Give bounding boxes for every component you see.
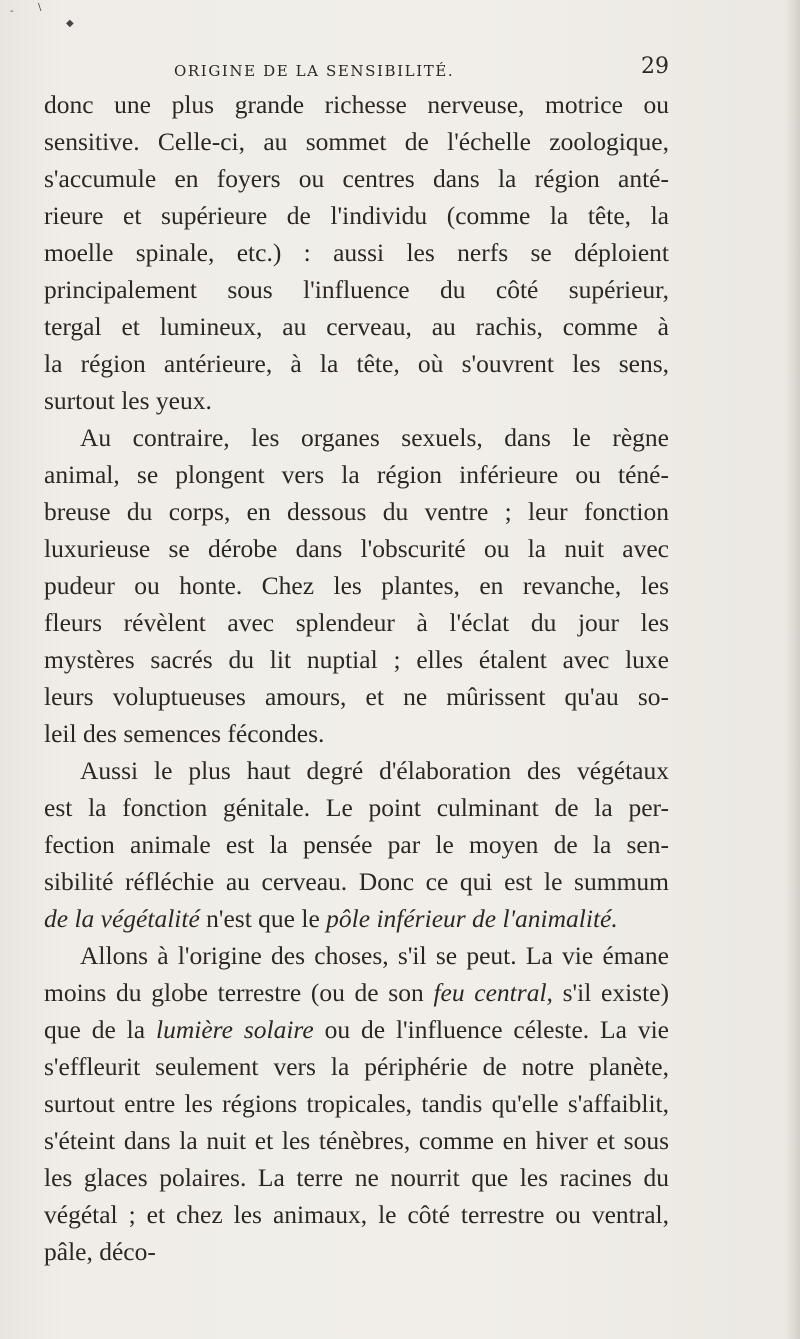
text-line: breuse du corps, en dessous du ventre ; leur fonction [44,497,669,526]
paragraph-3 [44,752,669,937]
text-line: Aussi le plus haut degré d'élaboration des végétaux [80,756,669,785]
text-line [44,900,669,937]
paragraph-1 [44,86,669,419]
text-line: fection animale est la pensée par le moyen de la sen- [44,830,669,859]
text-line: la région antérieure, à la tête, où s'ouvrent les sens, [44,349,669,378]
text-line: luxurieuse se dérobe dans l'obscurité ou la nuit avec [44,534,669,563]
text-run: Allons à l'origine des choses, s'il se peut. La vie émane moins du globe terrestre (ou de son [44,941,669,1007]
page-edge-shadow [786,0,800,1339]
text-line: sensitive. Celle-ci, au sommet de l'échelle zoologique, [44,127,669,156]
paragraph-4 [44,937,669,1270]
text-line: tergal et lumineux, au cerveau, au rachis, comme à [44,312,669,341]
text-line: leil des semences fécondes. [44,719,325,748]
text-line: rieure et supérieure de l'individu (comme la tête, la [44,201,669,230]
text-line: pudeur ou honte. Chez les plantes, en revanche, les [44,571,669,600]
text-line: leurs voluptueuses amours, et ne mûrissent qu'au so- [44,682,669,711]
text-line: animal, se plongent vers la région inférieure ou téné- [44,460,669,489]
italic-phrase: feu central, [433,978,553,1007]
text-line: fleurs révèlent avec splendeur à l'éclat du jour les [44,608,669,637]
text-line: surtout les yeux. [44,386,212,415]
scan-mark: ◆ [66,18,74,29]
scan-mark: - [10,6,14,17]
text-run: n'est que le [199,904,327,933]
text-line: sibilité réfléchie au cerveau. Donc ce qui est le summum [44,867,669,896]
text-line: mystères sacrés du lit nuptial ; elles étalent avec luxe [44,645,669,674]
paragraph-2 [44,419,669,752]
italic-phrase: de la végétalité [44,904,200,933]
page-number: 29 [641,54,669,79]
scan-mark: \ [38,2,42,13]
italic-phrase: lumière solaire [155,1015,314,1044]
text-run: ou de l'influence céleste. La vie s'effleurit seulement vers la périphérie de notre planète, surtout entre les régions tropicales, tandis qu'elle s'affaiblit, s'éteint dans la nuit et les ténèbres, comme en hiver et sous les glaces polaires. La terre ne nourrit que les racines du végétal ; et chez les animaux, le côté terrestre ou ventral, pâle, déco- [44,1015,669,1266]
text-run: s'il existe) que de la [44,978,669,1044]
body-text [44,86,669,1270]
text-line: principalement sous l'influence du côté supérieur, [44,275,669,304]
text-line: s'accumule en foyers ou centres dans la région anté- [44,164,669,193]
text-line: donc une plus grande richesse nerveuse, motrice ou [44,90,669,119]
page-header [44,52,669,88]
text-line: moelle spinale, etc.) : aussi les nerfs se déploient [44,238,669,267]
running-title: ORIGINE DE LA SENSIBILITÉ. [174,62,455,80]
italic-phrase: pôle inférieur de l'animalité. [326,904,618,933]
text-line: est la fonction génitale. Le point culminant de la per- [44,793,669,822]
text-line: Au contraire, les organes sexuels, dans le règne [80,423,669,452]
